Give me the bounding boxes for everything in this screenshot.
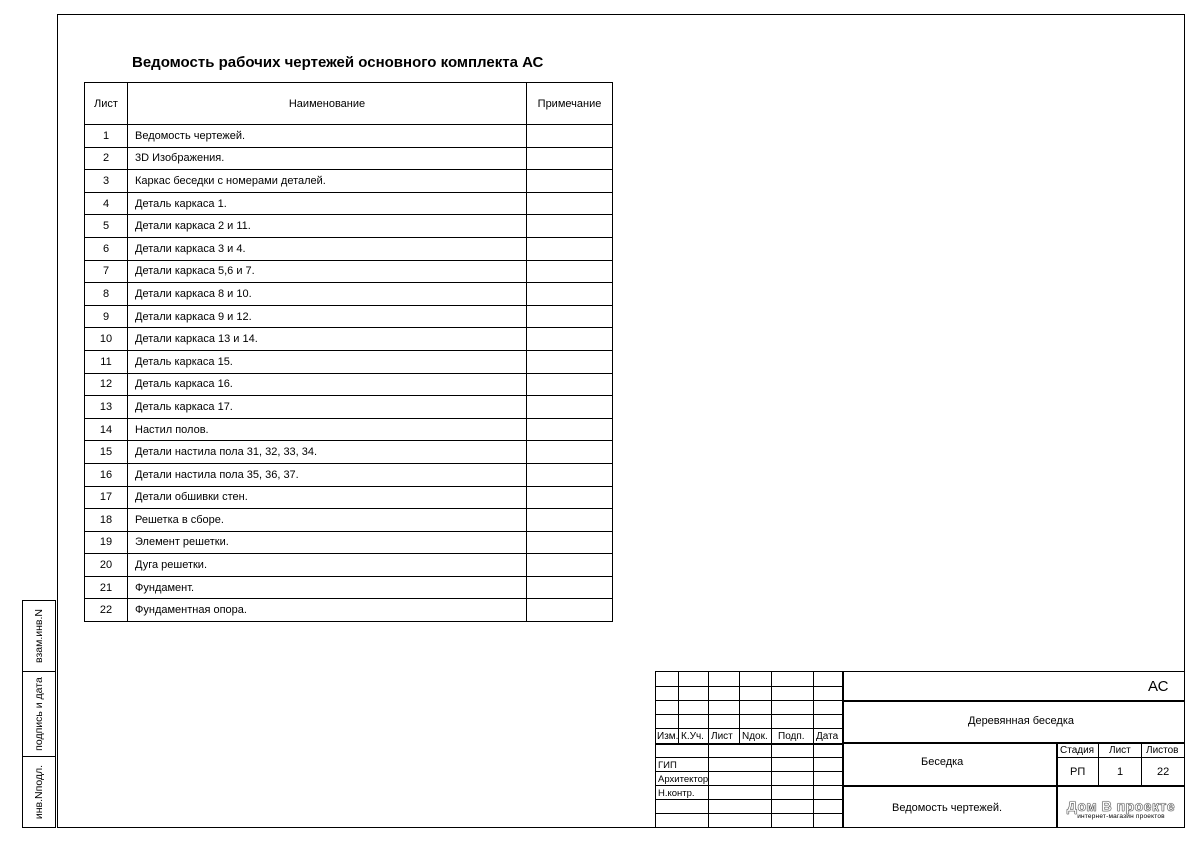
table-row bbox=[85, 170, 613, 193]
project-name: Деревянная беседка bbox=[968, 715, 1075, 727]
row-sheet-number: 9 bbox=[85, 305, 128, 328]
row-sheet-number: 10 bbox=[85, 328, 128, 351]
row-note bbox=[527, 260, 613, 283]
row-note bbox=[527, 350, 613, 373]
table-header-row bbox=[85, 83, 613, 125]
table-row bbox=[85, 554, 613, 577]
sheet-label: Лист bbox=[1109, 745, 1131, 756]
object-name: Беседка bbox=[921, 756, 964, 768]
col-data: Дата bbox=[816, 731, 839, 742]
document-code: АС bbox=[1148, 678, 1169, 695]
row-note bbox=[527, 373, 613, 396]
row-drawing-name: Элемент решетки. bbox=[128, 531, 527, 554]
sheets-value: 22 bbox=[1157, 766, 1170, 778]
row-drawing-name: Детали каркаса 2 и 11. bbox=[128, 215, 527, 238]
table-row bbox=[85, 260, 613, 283]
logo-sub-text: интернет-магазин проектов bbox=[1077, 813, 1165, 820]
row-sheet-number: 20 bbox=[85, 554, 128, 577]
row-note bbox=[527, 125, 613, 148]
col-kuch: К.Уч. bbox=[681, 731, 704, 742]
row-drawing-name: Дуга решетки. bbox=[128, 554, 527, 577]
header-sheet: Лист bbox=[85, 83, 128, 125]
row-sheet-number: 8 bbox=[85, 283, 128, 306]
table-row bbox=[85, 192, 613, 215]
row-drawing-name: Ведомость чертежей. bbox=[128, 125, 527, 148]
stage-label: Стадия bbox=[1060, 745, 1095, 756]
row-note bbox=[527, 170, 613, 193]
col-izm: Изм. bbox=[657, 731, 679, 742]
row-note bbox=[527, 192, 613, 215]
role-nkontr: Н.контр. bbox=[658, 788, 695, 799]
table-row bbox=[85, 147, 613, 170]
row-sheet-number: 22 bbox=[85, 599, 128, 622]
row-drawing-name: Каркас беседки с номерами деталей. bbox=[128, 170, 527, 193]
row-drawing-name: Детали каркаса 9 и 12. bbox=[128, 305, 527, 328]
row-drawing-name: 3D Изображения. bbox=[128, 147, 527, 170]
row-sheet-number: 7 bbox=[85, 260, 128, 283]
row-sheet-number: 15 bbox=[85, 441, 128, 464]
row-note bbox=[527, 237, 613, 260]
row-note bbox=[527, 418, 613, 441]
table-row bbox=[85, 463, 613, 486]
logo-main-text: Дом В проекте bbox=[1066, 798, 1176, 814]
row-drawing-name: Деталь каркаса 16. bbox=[128, 373, 527, 396]
row-sheet-number: 14 bbox=[85, 418, 128, 441]
row-note bbox=[527, 305, 613, 328]
sheet-name: Ведомость чертежей. bbox=[892, 802, 1003, 814]
side-stamp bbox=[22, 600, 56, 828]
row-sheet-number: 2 bbox=[85, 147, 128, 170]
row-note bbox=[527, 328, 613, 351]
row-sheet-number: 18 bbox=[85, 509, 128, 532]
row-drawing-name: Настил полов. bbox=[128, 418, 527, 441]
row-drawing-name: Фундамент. bbox=[128, 576, 527, 599]
row-sheet-number: 12 bbox=[85, 373, 128, 396]
table-row bbox=[85, 283, 613, 306]
side-label-inv-podl: инв.Nподл. bbox=[33, 764, 45, 820]
row-note bbox=[527, 215, 613, 238]
row-sheet-number: 1 bbox=[85, 125, 128, 148]
row-drawing-name: Деталь каркаса 15. bbox=[128, 350, 527, 373]
row-drawing-name: Детали каркаса 5,6 и 7. bbox=[128, 260, 527, 283]
header-name: Наименование bbox=[128, 83, 527, 125]
row-drawing-name: Детали настила пола 35, 36, 37. bbox=[128, 463, 527, 486]
row-note bbox=[527, 509, 613, 532]
row-drawing-name: Детали каркаса 8 и 10. bbox=[128, 283, 527, 306]
table-row bbox=[85, 599, 613, 622]
table-row bbox=[85, 531, 613, 554]
table-row bbox=[85, 396, 613, 419]
company-logo bbox=[1062, 799, 1180, 825]
row-sheet-number: 17 bbox=[85, 486, 128, 509]
row-note bbox=[527, 486, 613, 509]
row-sheet-number: 5 bbox=[85, 215, 128, 238]
table-row bbox=[85, 418, 613, 441]
row-drawing-name: Деталь каркаса 17. bbox=[128, 396, 527, 419]
row-drawing-name: Фундаментная опора. bbox=[128, 599, 527, 622]
row-note bbox=[527, 576, 613, 599]
sheet-value: 1 bbox=[1117, 766, 1124, 778]
col-ndok: Nдок. bbox=[742, 731, 768, 742]
row-note bbox=[527, 441, 613, 464]
row-sheet-number: 21 bbox=[85, 576, 128, 599]
row-drawing-name: Детали настила пола 31, 32, 33, 34. bbox=[128, 441, 527, 464]
side-cell-sign-date bbox=[22, 671, 56, 757]
table-row bbox=[85, 576, 613, 599]
row-note bbox=[527, 554, 613, 577]
row-drawing-name: Детали каркаса 13 и 14. bbox=[128, 328, 527, 351]
row-sheet-number: 4 bbox=[85, 192, 128, 215]
row-note bbox=[527, 147, 613, 170]
sheets-label: Листов bbox=[1146, 745, 1179, 756]
role-gip: ГИП bbox=[658, 760, 677, 771]
table-row bbox=[85, 305, 613, 328]
table-row bbox=[85, 125, 613, 148]
row-note bbox=[527, 396, 613, 419]
row-sheet-number: 11 bbox=[85, 350, 128, 373]
page-title: Ведомость рабочих чертежей основного комплекта АС bbox=[132, 54, 544, 71]
table-row bbox=[85, 441, 613, 464]
row-sheet-number: 3 bbox=[85, 170, 128, 193]
row-sheet-number: 19 bbox=[85, 531, 128, 554]
table-row bbox=[85, 328, 613, 351]
row-drawing-name: Решетка в сборе. bbox=[128, 509, 527, 532]
row-sheet-number: 16 bbox=[85, 463, 128, 486]
stage-value: РП bbox=[1070, 766, 1086, 778]
table-row bbox=[85, 509, 613, 532]
side-cell-inv-zam bbox=[22, 600, 56, 672]
row-drawing-name: Деталь каркаса 1. bbox=[128, 192, 527, 215]
table-row bbox=[85, 350, 613, 373]
row-drawing-name: Детали каркаса 3 и 4. bbox=[128, 237, 527, 260]
side-cell-inv-podl bbox=[22, 756, 56, 828]
row-note bbox=[527, 599, 613, 622]
table-row bbox=[85, 373, 613, 396]
col-podp: Подп. bbox=[778, 731, 805, 742]
row-note bbox=[527, 283, 613, 306]
table-row bbox=[85, 215, 613, 238]
table-row bbox=[85, 486, 613, 509]
side-label-inv-zam: взам.инв.N bbox=[33, 609, 45, 663]
row-note bbox=[527, 463, 613, 486]
drawings-list-table bbox=[84, 82, 613, 622]
col-list: Лист bbox=[711, 731, 733, 742]
side-label-sign-date: подпись и дата bbox=[33, 677, 45, 751]
row-note bbox=[527, 531, 613, 554]
row-sheet-number: 13 bbox=[85, 396, 128, 419]
row-drawing-name: Детали обшивки стен. bbox=[128, 486, 527, 509]
header-note: Примечание bbox=[527, 83, 613, 125]
role-architect: Архитектор bbox=[658, 774, 709, 785]
table-row bbox=[85, 237, 613, 260]
row-sheet-number: 6 bbox=[85, 237, 128, 260]
